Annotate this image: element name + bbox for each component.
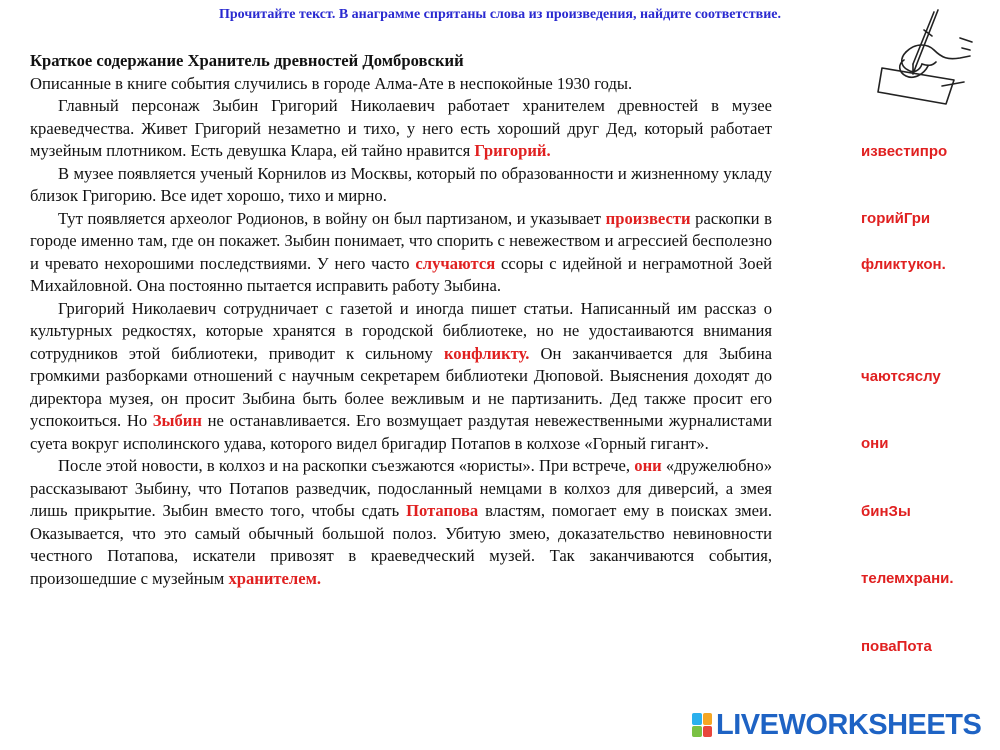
keyword-khranitelem: хранителем. xyxy=(228,568,322,588)
keyword-potapova: Потапова xyxy=(406,501,479,520)
brand-logo-icon xyxy=(692,713,712,737)
brand-text: LIVEWORKSHEETS xyxy=(716,708,982,741)
paragraph-3: Тут появляется археолог Родионов, в войну он был партизаном, и указывает произвести раскопки в городе именно там, где он покажет. Зыбин понимает, что спорить с невежеством и агрессией бесполезно и чревато нехорошими последствиями. У него часто случаются ссоры с идейной и неграмотной Зоей Михайловной. Она постоянно пытается исправить работу Зыбина. xyxy=(30,208,772,295)
paragraph-2: В музее появляется ученый Корнилов из Москвы, который по образованности и жизненному укладу близок Григорию. Все идет хорошо, тихо и мирно. xyxy=(30,163,772,205)
intro-paragraph: Описанные в книге события случились в городе Алма-Ате в неспокойные 1930 годы. xyxy=(30,73,633,93)
keyword-konfliktu: конфликту. xyxy=(443,343,530,363)
anagram-item: они xyxy=(861,435,889,452)
liveworksheets-brand xyxy=(692,710,981,740)
anagram-item: бинЗы xyxy=(861,503,911,520)
paragraph-1: Главный персонаж Зыбин Григорий Николаевич работает хранителем древностей в музее краеведчества. Живет Григорий незаметно и тихо, у него есть хороший друг Дед, который работает музейным плотником. Есть девушка Клара, ей тайно нравится Григорий. xyxy=(30,96,772,160)
paragraph-4: Григорий Николаевич сотрудничает с газетой и иногда пишет статьи. Написанный им рассказ о культурных редкостях, которые хранятся в городской библиотеке, но не удостаиваются внимания сотрудников этой библиотеки, приводит к сильному конфликту. Он заканчивается для Зыбина громкими разборками отношений с научным секретарем библиотеки Дюповой. Выяснения доходят до директора музея, он просит Зыбина быть более вежливым и не партизанить. Дед также просит его успокоиться. Но Зыбин не останавливается. Его возмущает раздутая невежественными журналистами суета вокруг исполинского удава, которого видел бригадир Потапов в колхозе «Горный гигант». xyxy=(30,298,772,453)
anagram-item: поваПота xyxy=(861,638,932,655)
keyword-sluchayutsya: случаются xyxy=(415,253,496,273)
document-title: Краткое содержание Хранитель древностей Домбровский xyxy=(30,51,464,70)
hand-writing-icon xyxy=(876,8,974,108)
anagram-item: горийГри xyxy=(861,210,931,227)
anagram-item: известипро xyxy=(861,143,948,160)
anagram-item: телемхрани. xyxy=(861,570,954,587)
keyword-grigoriy: Григорий. xyxy=(474,141,551,160)
paragraph-5: После этой новости, в колхоз и на раскопки съезжаются «юристы». При встрече, они «дружелюбно» рассказывают Зыбину, что Потапов разведчик, подосланный немцами в колхоз для диверсий, а змея лишь прикрытие. Зыбин вместо того, чтобы сдать Потапова властям, помогает ему в поисках змеи. Оказывается, что это самый обычный большой полоз. Убитую змею, доказательство невиновности честного Потапова, искатели привозят в краеведческий музей. Так заканчиваются события, произошедшие с музейным хранителем. xyxy=(30,456,772,588)
document-body xyxy=(30,50,772,590)
keyword-oni: они xyxy=(634,456,662,475)
keyword-proizvesti: произвести xyxy=(605,208,691,228)
anagram-item: фликтукон. xyxy=(861,256,946,273)
keyword-zybin: Зыбин xyxy=(152,411,202,430)
instruction-header: Прочитайте текст. В анаграмме спрятаны слова из произведения, найдите соответствие. xyxy=(219,7,781,22)
anagram-item: чаютсяслу xyxy=(861,368,941,385)
